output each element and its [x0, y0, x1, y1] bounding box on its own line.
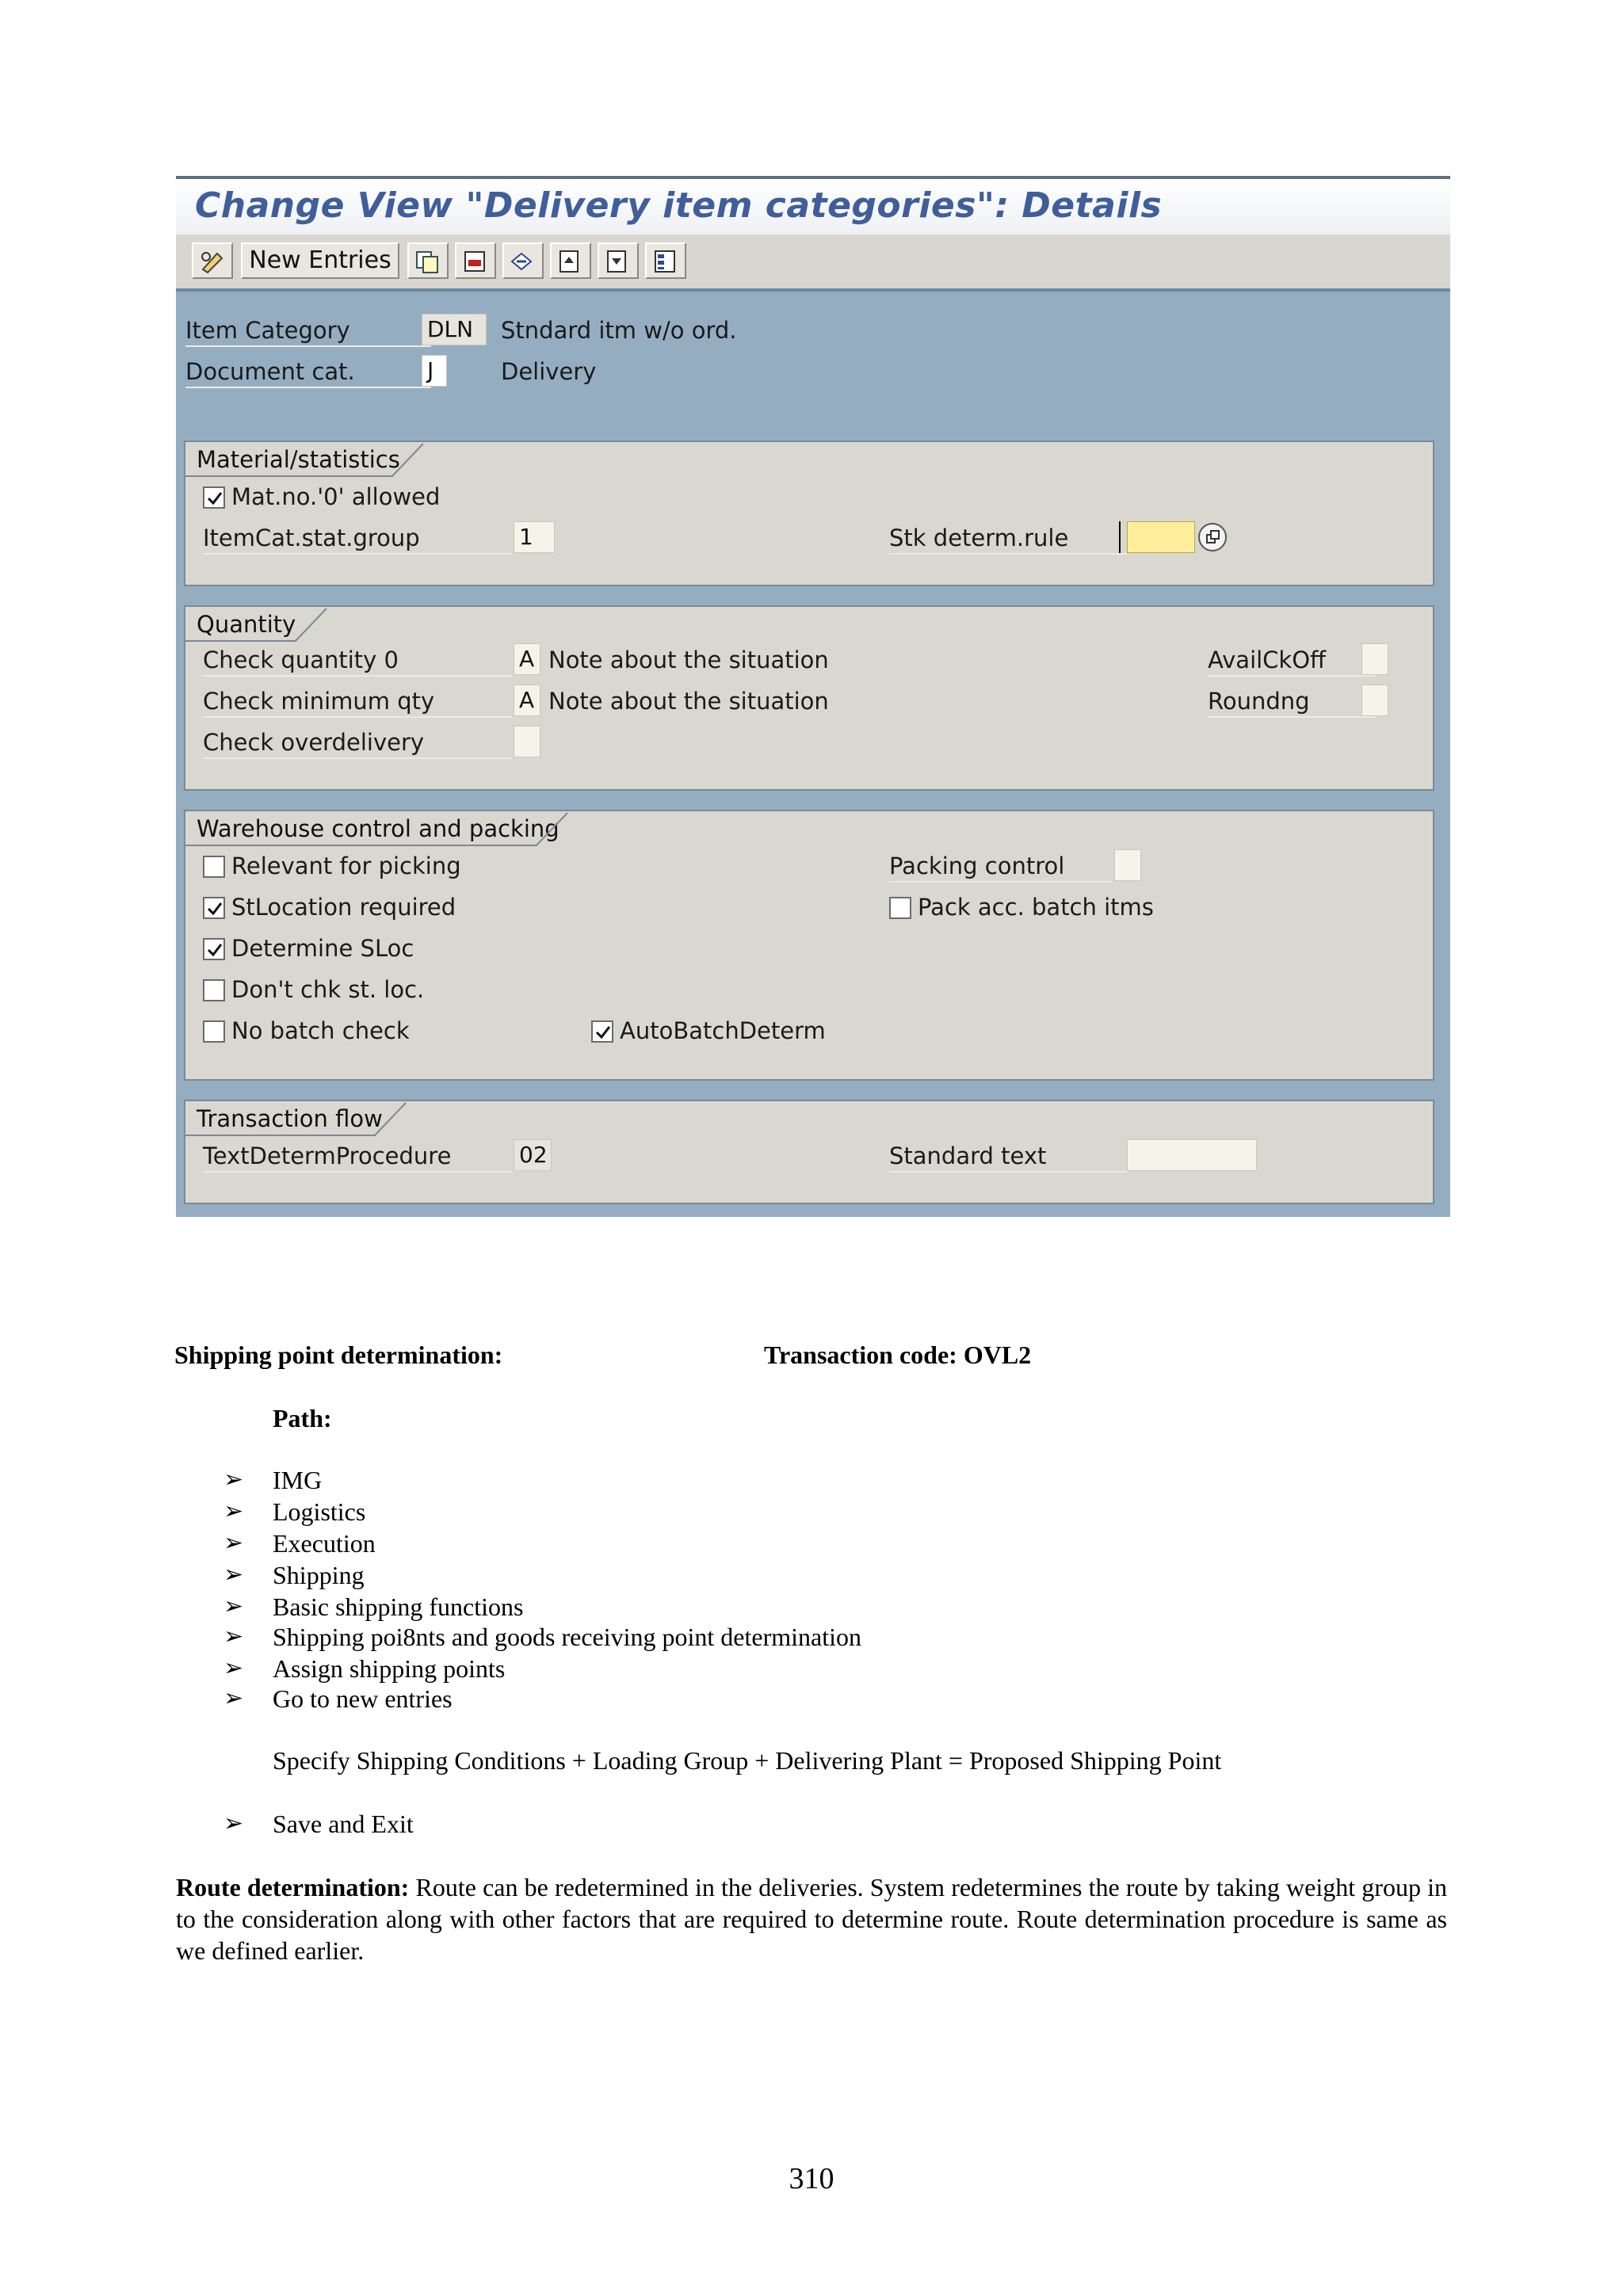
sap-screen [176, 176, 1450, 1217]
autobatchdeterm-label: AutoBatchDeterm [620, 1017, 826, 1044]
transaction-code: Transaction code: OVL2 [764, 1341, 1032, 1369]
path-item: Basic shipping functions [273, 1592, 524, 1621]
text-determ-procedure-field[interactable]: 02 [514, 1139, 552, 1171]
pack-acc-batch-checkbox[interactable] [889, 897, 911, 919]
arrow-bullet-icon: ➢ [223, 1623, 244, 1650]
dont-chk-st-loc-checkbox[interactable] [203, 979, 225, 1001]
undo-change-button[interactable] [502, 242, 544, 279]
next-entry-button[interactable] [598, 242, 639, 279]
arrow-bullet-icon: ➢ [223, 1530, 244, 1556]
value-help-icon [1197, 521, 1228, 553]
autobatchdeterm-checkbox[interactable] [591, 1020, 613, 1043]
standard-text-field[interactable] [1127, 1139, 1257, 1171]
group-transaction-flow [184, 1100, 1434, 1204]
arrow-bullet-icon: ➢ [223, 1685, 244, 1711]
display-change-button[interactable] [192, 242, 233, 279]
check-minimum-qty-field[interactable]: A [514, 685, 540, 716]
route-determination-term: Route determination: [176, 1873, 410, 1901]
check-minimum-qty-label: Check minimum qty [203, 686, 512, 718]
stk-determ-rule-field[interactable] [1127, 521, 1195, 553]
check-icon [206, 490, 223, 507]
group-title: Material/statistics [185, 442, 393, 477]
standard-text-label: Standard text [889, 1141, 1127, 1173]
pack-acc-batch-label: Pack acc. batch itms [918, 894, 1154, 921]
copy-as-button[interactable] [407, 242, 449, 279]
group-title: Warehouse control and packing [185, 811, 537, 846]
document-cat-field: J [422, 355, 447, 387]
path-item: Assign shipping points [273, 1654, 506, 1683]
pencil-glasses-icon [198, 249, 227, 274]
previous-entry-button[interactable] [550, 242, 591, 279]
formula-text: Specify Shipping Conditions + Loading Group + Delivering Plant = Proposed Shipping Point [273, 1746, 1222, 1775]
determine-sloc-label: Determine SLoc [231, 935, 414, 962]
path-item: Shipping poi8nts and goods receiving point determination [273, 1623, 862, 1651]
dont-chk-st-loc-label: Don't chk st. loc. [231, 976, 425, 1003]
arrow-bullet-icon: ➢ [223, 1810, 244, 1836]
document-cat-label: Document cat. [185, 357, 431, 388]
path-item: IMG [273, 1466, 323, 1494]
path-item: Go to new entries [273, 1684, 453, 1713]
check-icon [206, 900, 223, 917]
check-icon [594, 1024, 612, 1041]
next-entry-icon [604, 249, 632, 274]
route-determination-paragraph [176, 1871, 1447, 1966]
previous-entry-icon [556, 249, 585, 274]
tab-slope [536, 811, 571, 846]
text-cursor [1119, 521, 1121, 553]
check-minimum-qty-description: Note about the situation [548, 688, 829, 715]
delete-button[interactable] [455, 242, 496, 279]
arrow-bullet-icon: ➢ [223, 1466, 244, 1493]
check-quantity-0-description: Note about the situation [548, 646, 829, 673]
group-title: Quantity [185, 607, 296, 642]
text-determ-procedure-label: TextDetermProcedure [203, 1141, 512, 1173]
relevant-for-picking-label: Relevant for picking [231, 852, 461, 879]
group-material-statistics [184, 441, 1434, 586]
path-item: Shipping [273, 1561, 365, 1589]
availckoff-label: AvailCkOff [1208, 645, 1376, 677]
item-category-description: Stndard itm w/o ord. [501, 317, 737, 344]
relevant-for-picking-checkbox[interactable] [203, 856, 225, 878]
group-title: Transaction flow [185, 1101, 376, 1136]
final-step: Save and Exit [273, 1810, 414, 1838]
undo-icon [509, 249, 537, 274]
no-batch-check-label: No batch check [231, 1017, 410, 1044]
select-all-button[interactable] [645, 242, 686, 279]
document-cat-description: Delivery [501, 358, 597, 385]
delete-icon [461, 249, 490, 274]
tab-slope [391, 442, 426, 477]
value-help-button[interactable] [1197, 521, 1228, 553]
arrow-bullet-icon: ➢ [223, 1562, 244, 1588]
page-number: 310 [789, 2162, 834, 2195]
arrow-bullet-icon: ➢ [223, 1593, 244, 1619]
no-batch-check-checkbox[interactable] [203, 1020, 225, 1043]
mat-no-0-label: Mat.no.'0' allowed [231, 483, 441, 510]
mat-no-0-checkbox[interactable] [203, 486, 225, 509]
path-label: Path: [273, 1404, 332, 1432]
stlocation-required-label: StLocation required [231, 894, 456, 921]
item-category-field: DLN [422, 314, 487, 345]
check-overdelivery-label: Check overdelivery [203, 727, 512, 759]
roundng-field[interactable] [1361, 685, 1388, 716]
path-item: Execution [273, 1529, 376, 1558]
new-entries-button[interactable]: New Entries [241, 242, 399, 279]
availckoff-field[interactable] [1361, 643, 1388, 675]
title-bar [176, 179, 1450, 235]
screen-title: Change View "Delivery item categories": Details [195, 185, 1163, 226]
arrow-bullet-icon: ➢ [223, 1498, 244, 1524]
packing-control-field[interactable] [1114, 849, 1141, 881]
determine-sloc-checkbox[interactable] [203, 938, 225, 960]
path-item: Logistics [273, 1497, 366, 1526]
application-toolbar [176, 235, 1450, 292]
arrow-bullet-icon: ➢ [223, 1655, 244, 1681]
packing-control-label: Packing control [889, 851, 1113, 883]
stk-determ-rule-label: Stk determ.rule [889, 523, 1127, 555]
check-icon [206, 941, 223, 959]
section-heading: Shipping point determination: [174, 1341, 503, 1369]
roundng-label: Roundng [1208, 686, 1376, 718]
group-quantity [184, 605, 1434, 791]
itemcat-stat-group-label: ItemCat.stat.group [203, 523, 512, 555]
table-select-icon [651, 249, 680, 274]
item-category-label: Item Category [185, 315, 431, 347]
check-overdelivery-field[interactable] [514, 726, 540, 757]
itemcat-stat-group-field[interactable]: 1 [514, 521, 555, 553]
stlocation-required-checkbox[interactable] [203, 897, 225, 919]
group-warehouse-packing [184, 810, 1434, 1081]
copy-icon [414, 249, 442, 274]
check-quantity-0-field[interactable]: A [514, 643, 540, 675]
check-quantity-0-label: Check quantity 0 [203, 645, 512, 677]
route-determination-text: Route can be redetermined in the deliveries. System redetermines the route by taking weight group in to the consideration along with other factors that are required to determine route. Route determination procedure is same as we defined earlier. [176, 1873, 1447, 1965]
tab-slope [295, 607, 330, 642]
tab-slope [374, 1101, 409, 1136]
